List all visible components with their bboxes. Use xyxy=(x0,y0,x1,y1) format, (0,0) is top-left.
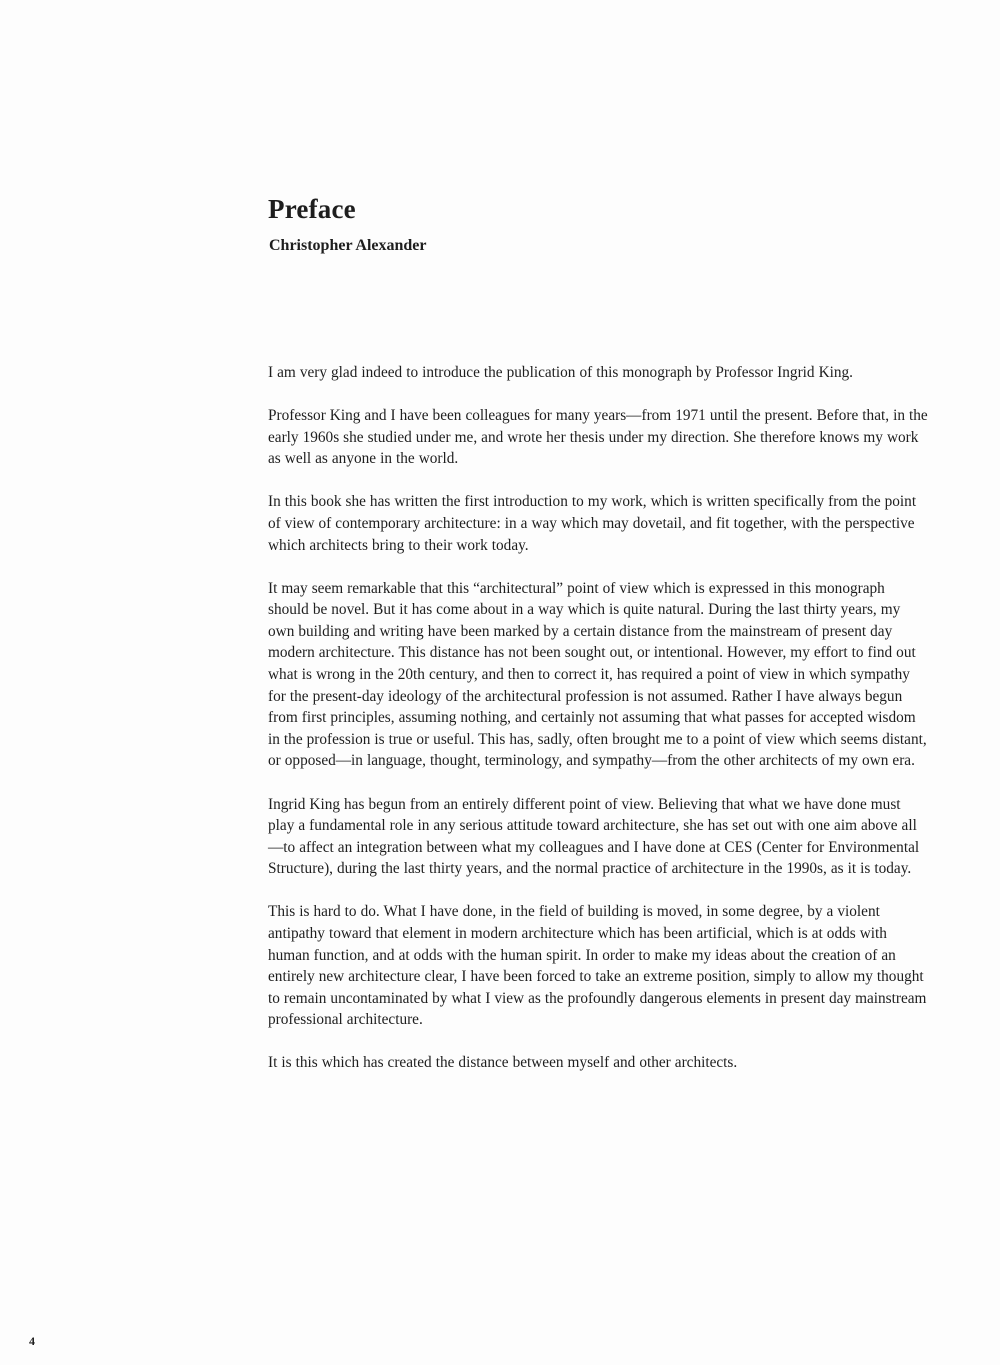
paragraph: It is this which has created the distance between myself and other architects. xyxy=(268,1054,738,1072)
paragraph: I am very glad indeed to introduce the publication of this monograph by Professor Ingrid King. xyxy=(268,364,854,381)
paragraph: In this book she has written the first introduction to my work, which is written specifically from the point of view of contemporary architecture: in a way which may dovetail, and fit together, with the perspective which architects bring to their work today. xyxy=(268,493,917,554)
paragraph: It may seem remarkable that this “architectural” point of view which is expressed in this monograph should be novel. But it has come about in a way which is quite natural. During the last thirty years, my own building and writing have been marked by a certain distance from the mainstream of present day modern architecture. This distance has not been sought out, or intentional. However, my effort to find out what is wrong in the 20th century, and then to correct it, has required a point of view in which sympathy for the present-day ideology of the architectural profession is not assumed. Rather I have always begun from first principles, assuming nothing, and certainly not assuming that what passes for accepted wisdom in the profession is true or useful. This has, sadly, often brought me to a point of view which seems distant, or opposed—in language, thought, terminology, and sympathy—from the other architects of my own era. xyxy=(268,579,927,770)
page-number: 4 xyxy=(29,1334,35,1348)
body-text xyxy=(268,362,928,1096)
paragraph: This is hard to do. What I have done, in the field of building is moved, in some degree, by a violent antipathy toward that element in modern architecture which has been artificial, which is at odds with human function, and at odds with the human spirit. In order to make my ideas about the creation of an entirely new architecture clear, I have been forced to take an extreme position, simply to allow my thought to remain uncontaminated by what I view as the profoundly dangerous elements in present day mainstream professional architecture. xyxy=(268,903,927,1029)
page-title: Preface xyxy=(268,194,356,224)
paragraph: Professor King and I have been colleagues for many years—from 1971 until the present. Before that, in the early 1960s she studied under me, and wrote her thesis under my direction. She therefore knows my work as well as anyone in the world. xyxy=(268,407,928,468)
author-name: Christopher Alexander xyxy=(269,237,427,254)
paragraph: Ingrid King has begun from an entirely different point of view. Believing that what we have done must play a fundamental role in any serious attitude toward architecture, she has set out with one aim above all—to affect an integration between what my colleagues and I have done at CES (Center for Environmental Structure), during the last thirty years, and the normal practice of architecture in the 1990s, as it is today. xyxy=(268,795,920,878)
